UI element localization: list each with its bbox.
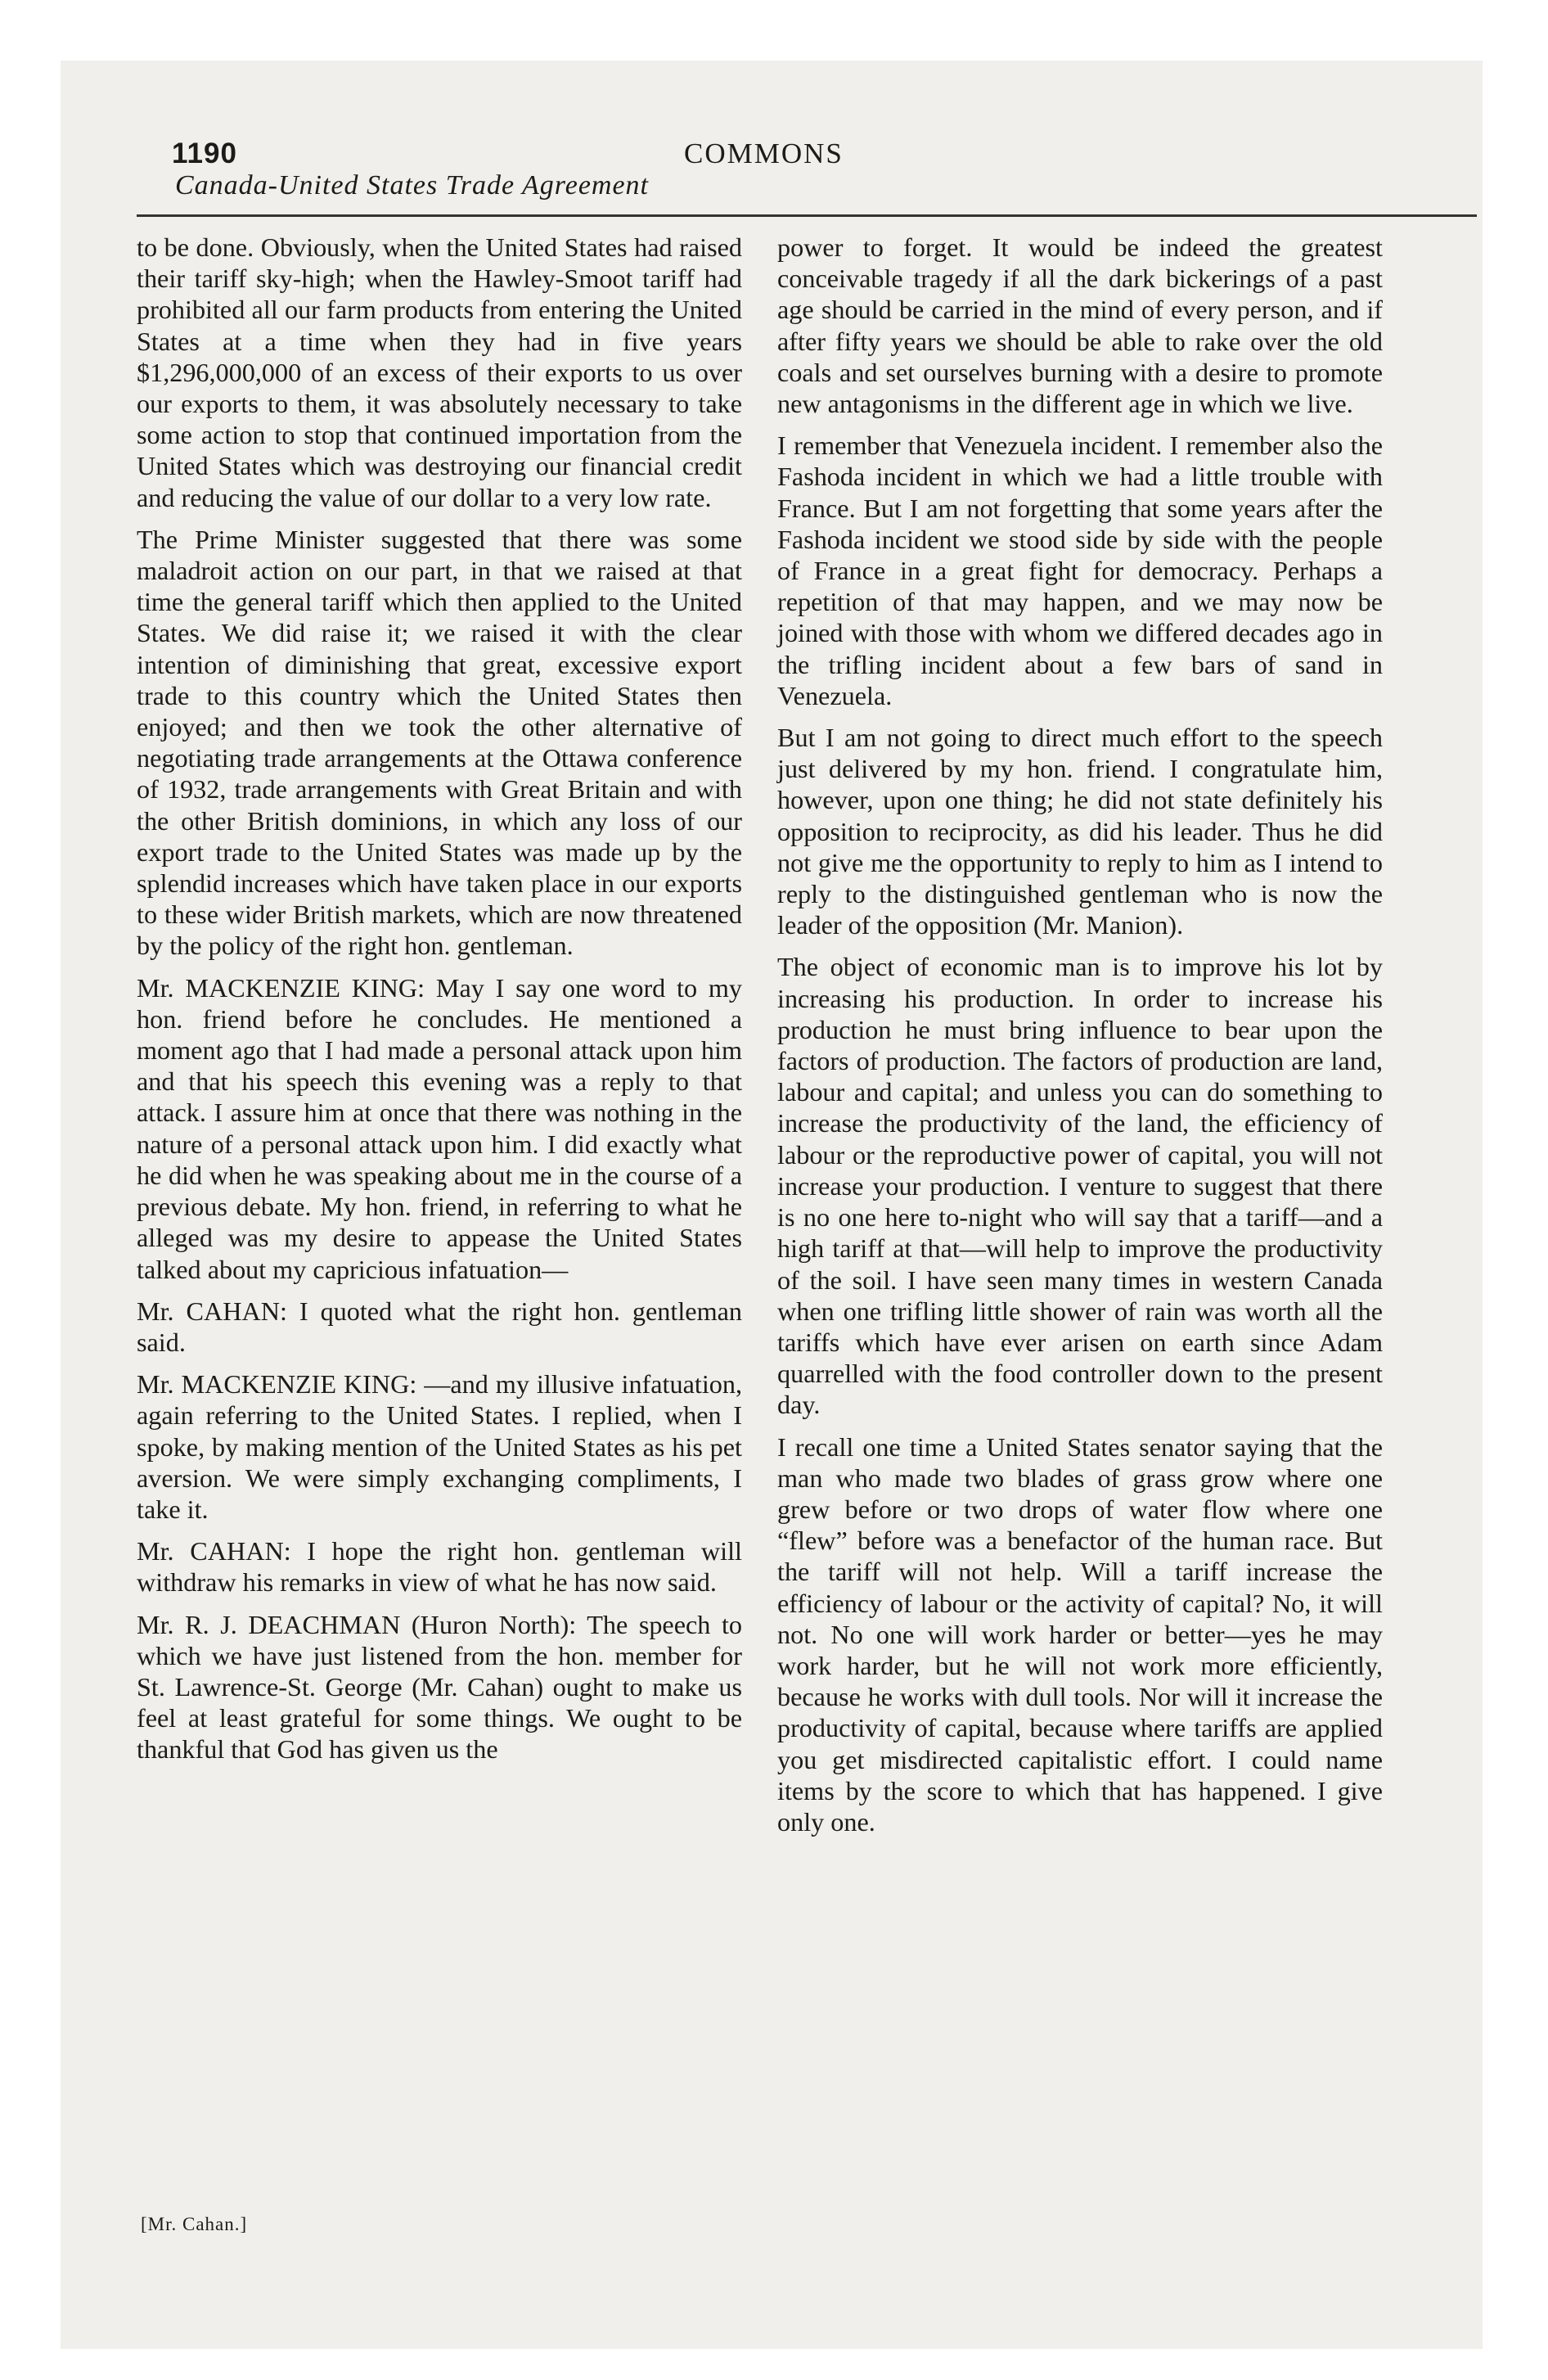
- paragraph: to be done. Obviously, when the United States had raised their tariff sky-high; when the Hawley-Smoot tariff had prohibited all our farm products from entering the United States at a time when they had in five years $1,296,000,000 of an excess of their exports to us over our exports to them, it was absolutely necessary to take some action to stop that continued importation from the United States which was destroying our financial credit and reducing the value of our dollar to a very low rate.: [137, 232, 742, 512]
- paragraph: Mr. CAHAN: I quoted what the right hon. gentleman said.: [137, 1296, 742, 1357]
- paragraph: I recall one time a United States senator saying that the man who made two blades of grass grow where one grew before or two drops of water flow where one “flew” before was a benefactor of the human race. But the tariff will not help. Will a tariff increase the efficiency of labour or the activity of capital? No, it will not. No one will work harder or better—yes he may work harder, but he will not work more efficiently, because he works with dull tools. Nor will it increase the productivity of capital, because where tariffs are applied you get misdirected capitalistic effort. I could name items by the score to which that has happened. I give only one.: [777, 1431, 1383, 1837]
- paragraph: power to forget. It would be indeed the greatest conceivable tragedy if all the dark bickerings of a past age should be carried in the mind of every person, and if after fifty years we should be able to rake over the old coals and set ourselves burning with a desire to promote new antagonisms in the different age in which we live.: [777, 232, 1383, 419]
- paragraph: Mr. CAHAN: I hope the right hon. gentleman will withdraw his remarks in view of what he has now said.: [137, 1536, 742, 1598]
- paragraph: Mr. R. J. DEACHMAN (Huron North): The speech to which we have just listened from the hon. member for St. Lawrence-St. George (Mr. Cahan) ought to make us feel at least grateful for some things. We ought to be thankful that God has given us the: [137, 1609, 742, 1765]
- paragraph: The Prime Minister suggested that there was some maladroit action on our part, in that we raised at that time the general tariff which then applied to the United States. We did raise it; we raised it with the clear intention of diminishing that great, excessive export trade to this country which the United States then enjoyed; and then we took the other alternative of negotiating trade arrangements at the Ottawa conference of 1932, trade arrangements with Great Britain and with the other British dominions, in which any loss of our export trade to the United States was made up by the splendid increases which have taken place in our exports to these wider British markets, which are now threatened by the policy of the right hon. gentleman.: [137, 524, 742, 961]
- section-subtitle: Canada-United States Trade Agreement: [175, 170, 650, 201]
- speaker-footnote: [Mr. Cahan.]: [141, 2214, 248, 2234]
- left-column: [137, 232, 742, 1776]
- paragraph: I remember that Venezuela incident. I remember also the Fashoda incident in which we had a little trouble with France. But I am not forgetting that some years after the Fashoda incident we stood side by side with the people of France in a great fight for democracy. Perhaps a repetition of that may happen, and we may now be joined with those with whom we differed decades ago in the trifling incident about a few bars of sand in Venezuela.: [777, 430, 1383, 710]
- paragraph: Mr. MACKENZIE KING: —and my illusive infatuation, again referring to the United States. I replied, when I spoke, by making mention of the United States as his pet aversion. We were simply exchanging compliments, I take it.: [137, 1369, 742, 1524]
- page-number: 1190: [172, 137, 237, 169]
- paragraph: The object of economic man is to improve his lot by increasing his production. In order to increase his production he must bring influence to bear upon the factors of production. The factors of production are land, labour and capital; and unless you can do something to increase the productivity of the land, the efficiency of labour or the reproductive power of capital, you will not increase your production. I venture to suggest that there is no one here to-night who will say that a tariff—and a high tariff at that—will help to improve the productivity of the soil. I have seen many times in western Canada when one trifling little shower of rain was worth all the tariffs which have ever arisen on earth since Adam quarrelled with the food controller down to the present day.: [777, 952, 1383, 1420]
- right-column: [777, 232, 1383, 1848]
- paragraph: Mr. MACKENZIE KING: May I say one word to my hon. friend before he concludes. He mentioned a moment ago that I had made a personal attack upon him and that his speech this evening was a reply to that attack. I assure him at once that there was nothing in the nature of a personal attack upon him. I did exactly what he did when he was speaking about me in the course of a previous debate. My hon. friend, in referring to what he alleged was my desire to appease the United States talked about my capricious infatuation—: [137, 972, 742, 1284]
- header-rule: [137, 214, 1477, 217]
- running-title: COMMONS: [684, 137, 844, 169]
- paragraph: But I am not going to direct much effort to the speech just delivered by my hon. friend. I congratulate him, however, upon one thing; he did not state definitely his opposition to reciprocity, as did his leader. Thus he did not give me the opportunity to reply to him as I intend to reply to the distinguished gentleman who is now the leader of the opposition (Mr. Manion).: [777, 723, 1383, 940]
